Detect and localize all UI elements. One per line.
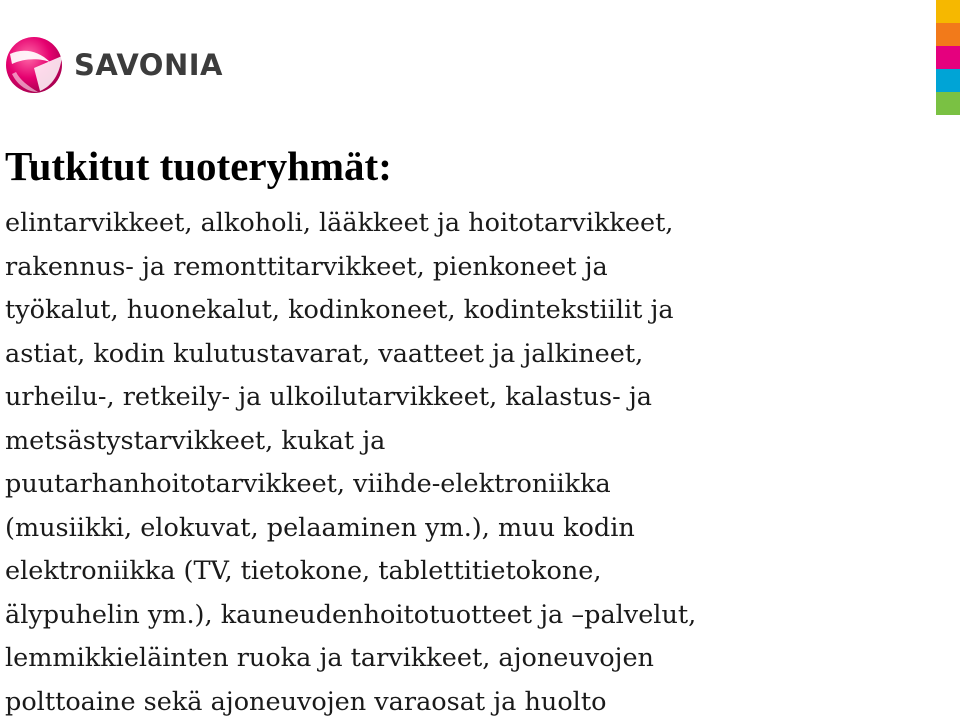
text-line: puutarhanhoitotarvikkeet, viihde-elektroniikka (5, 469, 611, 499)
text-line: älypuhelin ym.), kauneudenhoitotuotteet ja –palvelut, (5, 599, 697, 630)
text-line: (musiikki, elokuvat, pelaaminen ym.), muu kodin (5, 512, 635, 543)
text-line: elektroniikka (TV, tietokone, tablettitietokone, (5, 556, 602, 586)
product-group-list (5, 202, 696, 724)
accent-stripe-cyan (936, 69, 960, 92)
accent-stripe-green (936, 92, 960, 115)
savonia-logo (4, 34, 223, 96)
text-line: urheilu-, retkeily- ja ulkoilutarvikkeet, kalastus- ja (5, 382, 652, 412)
logo-wordmark: SAVONIA (74, 47, 223, 82)
text-line: työkalut, huonekalut, kodinkoneet, kodintekstiilit ja (5, 295, 674, 325)
page-heading: Tutkitut tuoteryhmät: (5, 143, 392, 189)
text-line: lemmikkieläinten ruoka ja tarvikkeet, ajoneuvojen (5, 643, 654, 673)
text-line: astiat, kodin kulutustavarat, vaatteet ja jalkineet, (5, 338, 644, 369)
accent-stripe-magenta (936, 46, 960, 69)
text-line: metsästystarvikkeet, kukat ja (5, 425, 386, 456)
accent-stripe-yellow (936, 0, 960, 23)
accent-stripe-orange (936, 23, 960, 46)
text-line: elintarvikkeet, alkoholi, lääkkeet ja hoitotarvikkeet, (5, 208, 674, 238)
text-line: rakennus- ja remonttitarvikkeet, pienkoneet ja (5, 251, 608, 282)
accent-stripes (936, 0, 960, 138)
savonia-logo-icon (4, 34, 64, 96)
text-line: polttoaine sekä ajoneuvojen varaosat ja huolto (5, 686, 607, 717)
